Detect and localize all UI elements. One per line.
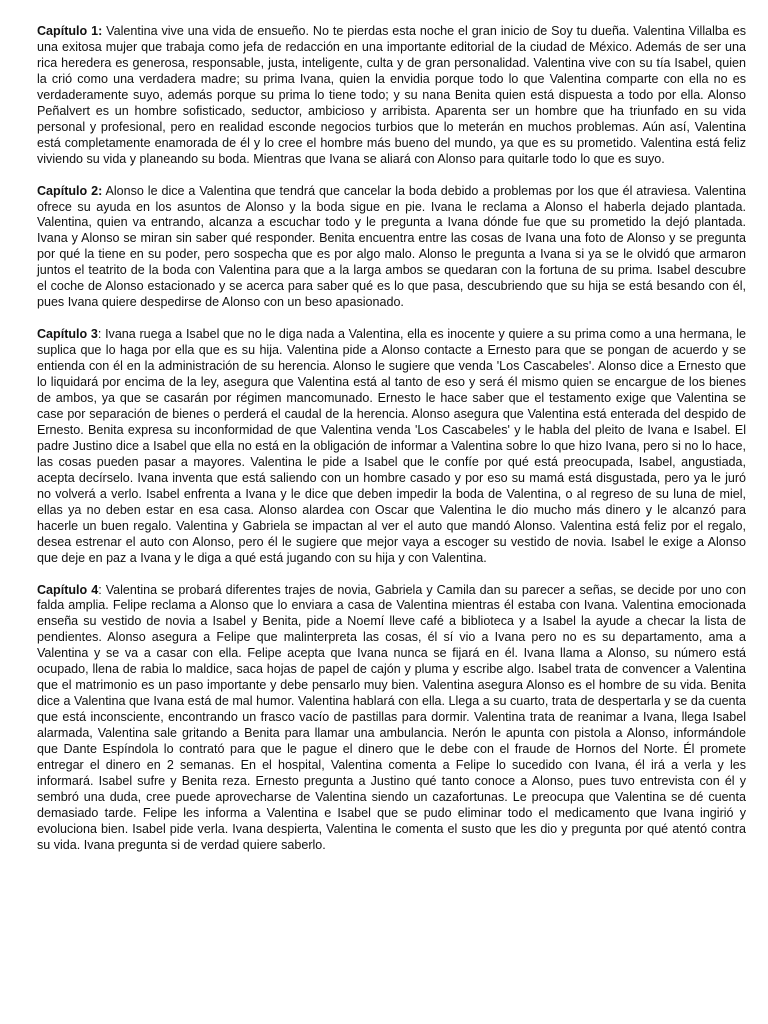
- chapter-2-label: Capítulo 2:: [37, 183, 103, 198]
- chapter-4: [37, 583, 746, 854]
- chapter-1: [37, 24, 746, 168]
- chapter-2: [37, 184, 746, 312]
- chapter-3-text: : Ivana ruega a Isabel que no le diga nada a Valentina, ella es inocente y quiere a su prima como a una hermana, le suplica que lo haga por ella que es su hija. Valentina pide a Alonso contacte a Ernesto para que se pongan de acuerdo y se entienda con él en la administración de su herencia. Alonso le sugiere que venda 'Los Cascabeles'. Alonso dice a Ernesto que lo liquidará por encima de la ley, asegura que Valentina está al tanto de eso y será él mismo quien se encargue de los bienes de ambos, ya que se casarán por régimen mancomunado. Ernesto le hace saber que el testamento exige que Valentina se case por separación de bienes o perderá el caudal de la herencia. Alonso asegura que Valentina está enterada del despido de Ernesto. Benita expresa su inconformidad de que Valentina venda 'Los Cascabeles' y le habla del pleito de Ivana e Isabel. El padre Justino dice a Isabel que ella no está en la obligación de informar a Valentina sobre lo que hizo Ivana, pero si no lo hace, las cosas pueden pasar a mayores. Valentina le pide a Isabel que le confíe por qué está preocupada, Isabel, angustiada, acepta decírselo. Ivana inventa que está saliendo con un hombre casado y por eso su mamá está disgustada, pero ya le juró no volverá a verlo. Isabel enfrenta a Ivana y le dice que deben impedir la boda de Valentina, o al regreso de su luna de miel, ellas ya no deben estar en esa casa. Alonso alardea con Oscar que Valentina le dio mucho más dinero y le alcanzó para hacerle un buen regalo. Valentina y Gabriela se impactan al ver el auto que mandó Alonso. Valentina está feliz por el regalo, desea estrenar el auto con Alonso, pero él le sugiere que mejor vaya a escoger su vestido de novia. Isabel le exige a Alonso que deje en paz a Ivana y le diga a qué está jugando con su hija y con Valentina.: [37, 327, 746, 565]
- chapter-4-label: Capítulo 4: [37, 582, 99, 597]
- chapter-2-text: Alonso le dice a Valentina que tendrá que cancelar la boda debido a problemas por los que él atraviesa. Valentina ofrece su ayuda en los asuntos de Alonso y la boda sigue en pie. Ivana le reclama a Alonso el haberla dejado plantada. Valentina, quien va entrando, alcanza a escuchar todo y le pregunta a Ivana dónde fue que su prometido la dejó plantada. Ivana y Alonso se miran sin saber qué responder. Benita encuentra entre las cosas de Ivana una foto de Alonso y se pregunta por qué la tiene en su poder, pero sospecha que es por algo malo. Alonso le pregunta a Ivana si ya se le olvidó que armaron juntos el teatrito de la boda con Valentina para que a la larga ambos se quedaran con la fortuna de su prima. Isabel descubre el coche de Alonso estacionado y se acerca para saber qué es lo que pasa, descubriendo que su hija se está besando con él, pues Ivana quiere despedirse de Alonso con un beso apasionado.: [37, 183, 746, 310]
- chapter-4-text: : Valentina se probará diferentes trajes de novia, Gabriela y Camila dan su parecer a señas, se decide por uno con falda amplia. Felipe reclama a Alonso que lo enviara a casa de Valentina mientras él estaba con Ivana. Valentina emocionada enseña su vestido de novia a Isabel y Benita, pide a Noemí lleve café a biblioteca y a Isabel la ayude a checar la lista de pendientes. Alonso asegura a Felipe que malinterpreta las cosas, él sí vio a Ivana pero no es su departamento, ama a Valentina y se va a casar con ella. Felipe acepta que Ivana nunca se fijará en él. Ivana llama a Alonso, su número está ocupado, llena de rabia lo maldice, saca hojas de papel de cajón y pluma y escribe algo. Isabel trata de convencer a Valentina que el matrimonio es un paso importante y debe pensarlo muy bien. Valentina asegura Alonso es el hombre de su vida. Benita dice a Valentina que Ivana está de mal humor. Valentina hablará con ella. Llega a su cuarto, trata de despertarla y se da cuenta que está inconsciente, encontrando un frasco vacío de pastillas para dormir. Valentina trata de reanimar a Ivana, llega Isabel alarmada, Valentina sale gritando a Benita para llamar una ambulancia. Nerón le apunta con pistola a Alonso, informándole que Dante Espíndola lo contrató para que le pague el dinero que le debe con el fraude de Hornos del Norte. Él promete entregar el dinero en 2 semanas. En el hospital, Valentina comenta a Felipe lo sucedido con Ivana, él irá a verla y les informará. Isabel sufre y Benita reza. Ernesto pregunta a Justino qué tanto conoce a Alonso, pues tuvo entrevista con él y sembró una duda, cree puede aprovecharse de Valentina siendo un cazafortunas. Le preocupa que Valentina se dé cuenta demasiado tarde. Felipe les informa a Valentina e Isabel que se pudo eliminar todo el medicamento que Ivana ingirió y evoluciona bien. Isabel pide verla. Ivana despierta, Valentina le comenta el susto que les dio y pregunta por qué atentó contra su vida. Ivana pregunta si de verdad quiere saberlo.: [37, 582, 746, 852]
- chapter-1-label: Capítulo 1:: [37, 24, 103, 38]
- chapter-3: [37, 327, 746, 566]
- chapter-3-label: Capítulo 3: [37, 327, 98, 342]
- chapter-1-text: Valentina vive una vida de ensueño. No te pierdas esta noche el gran inicio de Soy tu dueña. Valentina Villalba es una exitosa mujer que trabaja como jefa de redacción en una importante editorial de la ciudad de México. Además de ser una rica heredera es generosa, responsable, justa, inteligente, culta y de gran personalidad. Valentina vive con su tía Isabel, quien la crió como una verdadera madre; su prima Ivana, quien la envidia porque todo lo que Valentina comparte con ella no es verdaderamente suyo, además porque su prima lo tiene todo; y su nana Benita quien está dispuesta a todo por ella. Alonso Peñalvert es un hombre sofisticado, seductor, ambicioso y arribista. Aparenta ser un hombre que ha triunfado en su vida personal y profesional, pero en realidad esconde negocios turbios que lo meterán en muchos problemas. Aún así, Valentina está completamente enamorada de él y lo cree el hombre más bueno del mundo, ya que es su prometido. Valentina está feliz viviendo su vida y planeando su boda. Mientras que Ivana se aliará con Alonso para quitarle todo lo que es suyo.: [37, 24, 747, 166]
